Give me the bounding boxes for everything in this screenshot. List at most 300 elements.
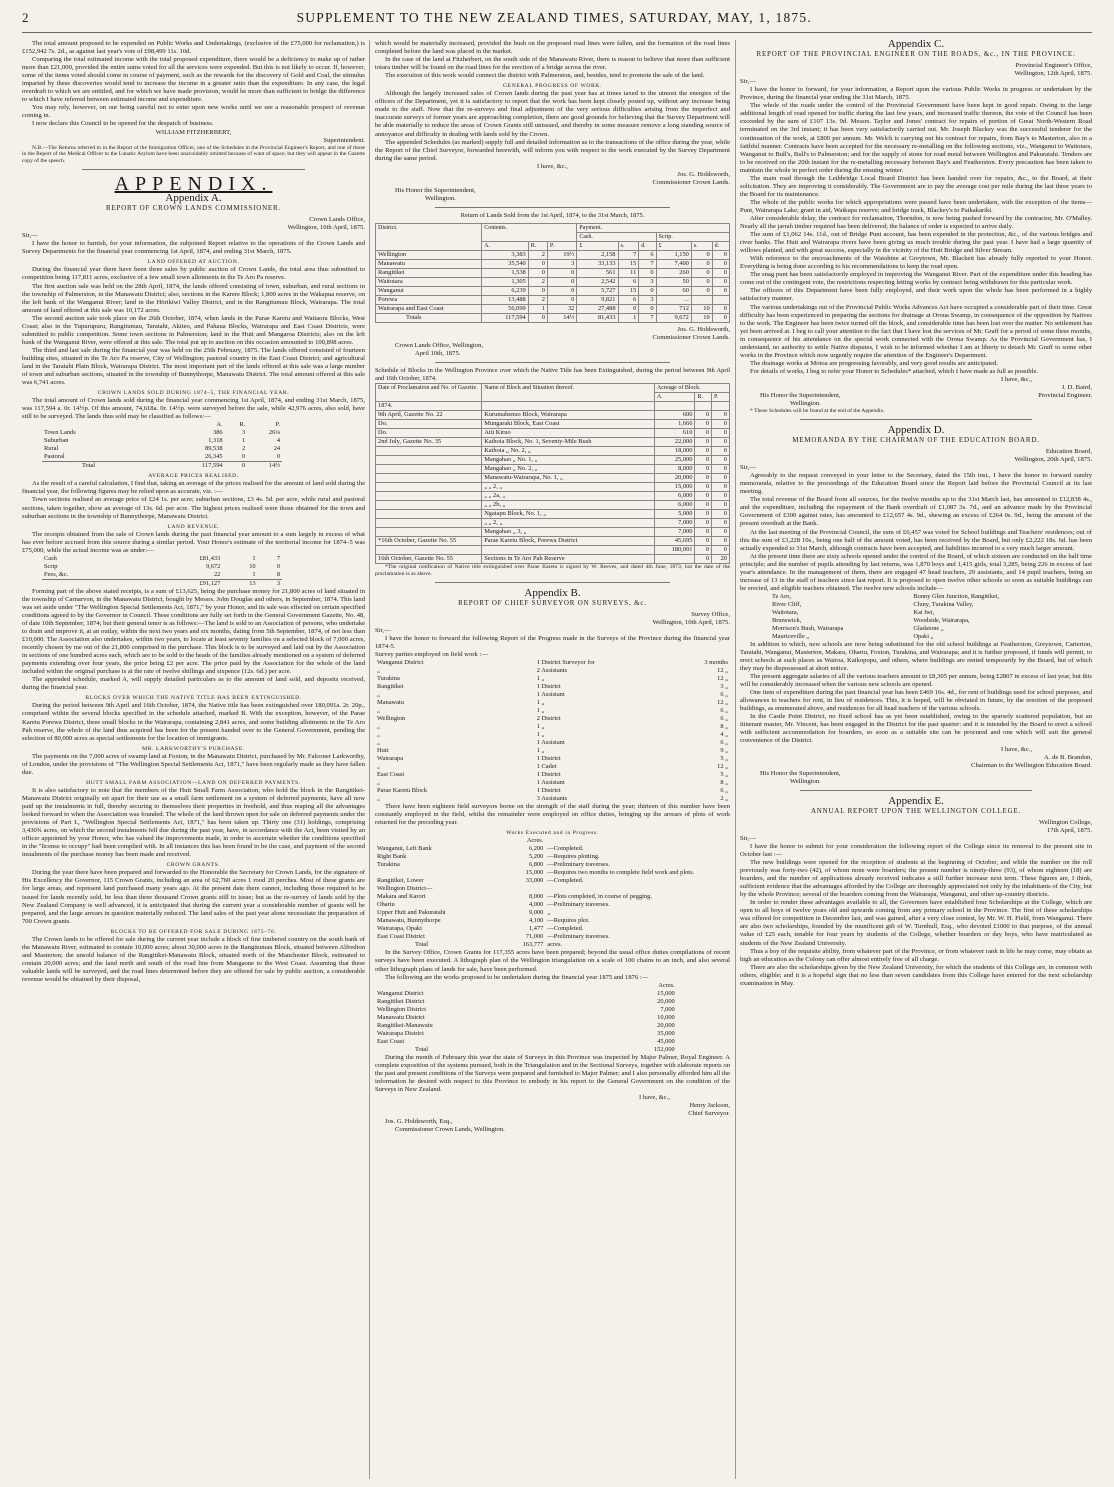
divider bbox=[800, 419, 1032, 420]
signer-title: Chairman to the Wellington Education Board. bbox=[971, 761, 1092, 769]
table-cell: 8 „ bbox=[720, 779, 728, 787]
table-cell: Rangitikei District bbox=[377, 997, 425, 1005]
table-cell: „ bbox=[377, 779, 380, 787]
revenue-table bbox=[42, 555, 282, 588]
table-cell: 1,150 bbox=[656, 250, 691, 259]
table-cell: 0 bbox=[695, 483, 712, 492]
table-cell: 35,540 bbox=[482, 259, 529, 268]
table-cell: 2 Assistants bbox=[536, 667, 568, 675]
table-row: Rural 89,538 2 24 bbox=[44, 445, 281, 453]
paragraph: There have been eighteen field surveyors borne on the strength of the staff during the year; thirteen of this number have been constantly employed in the field, whilst the remainder were employed on office duties, bringing up the arrears of plots of work returned for the preceding year. bbox=[375, 803, 730, 827]
paragraph: The new buildings were opened for the reception of students at the beginning of October, and while the number on the roll previously was forty-two (42), of whom none were boarders; the present number is ninety-three (93), of whom eighteen (18) are boarders, and the number of applications already received indicates a still further increase next term. These figures are, I think, sufficient evidence that the advantages afforded by the College are thoroughly appreciated not only by the inhabitants of the City, but by the whole Province; several of the boarders coming from the Wairarapa, Wanganui, and other up-country districts. bbox=[740, 859, 1092, 899]
table-cell: 1874. bbox=[376, 402, 482, 411]
paragraph: Agreeably to the request conveyed in your letter to the Secretary, dated the 15th inst., I have the honor to forward sundry memoranda, relative to the proceedings of the Education Board since the Report laid before the Provincial Council at its last meeting. bbox=[740, 472, 1092, 496]
section-heading: LAND OFFERED AT AUCTION. bbox=[147, 259, 240, 266]
closing: I have, &c., bbox=[1001, 375, 1032, 383]
table-cell: 6 bbox=[618, 277, 639, 286]
table-cell: 1 District bbox=[536, 755, 561, 763]
table-cell: 3 „ bbox=[720, 683, 728, 691]
table-cell: 0 bbox=[695, 528, 712, 537]
page-number: 2 bbox=[22, 10, 29, 25]
paragraph: Thus a boy of the requisite ability, from whatever part of the Province, or from whatever rank in life he may come, may obtain as high an education as the Colony can offer almost entirely free of all charge. bbox=[740, 947, 1092, 963]
table-cell: Kaihoia Block, No. 1, Seventy-Mile Bush bbox=[482, 438, 655, 447]
table-cell: 1 bbox=[528, 304, 547, 313]
table-cell: „ bbox=[377, 763, 380, 771]
table-cell: 6 bbox=[639, 250, 656, 259]
paragraph: The present aggregate salaries of all the various teachers amount to £8,305 per annum, being £2807 in excess of last year, but this will be considerably increased when the various new schools are opened. bbox=[740, 673, 1092, 689]
table-cell: —Preliminary traverses. bbox=[547, 861, 610, 869]
table-cell: 0 bbox=[639, 304, 656, 313]
table-cell: Turakina bbox=[377, 675, 400, 683]
table-cell: Right Bank bbox=[377, 853, 407, 861]
table-cell: 0 bbox=[695, 429, 712, 438]
table-cell: 152,000 bbox=[653, 1045, 675, 1053]
table-cell: 6,800 bbox=[528, 861, 544, 869]
table-cell: Rangitikei, Lower bbox=[377, 877, 424, 885]
schedule-note: *The original notification of Native title extinguished over Parae Karetu is signed by W. Reeves, and dated 4th June, 1873; but the date of the proclamation is as above. bbox=[375, 564, 730, 578]
section-heading: HUTT SMALL FARM ASSOCIATION—LAND ON DEFERRED PAYMENTS. bbox=[86, 779, 301, 786]
table-row bbox=[375, 787, 730, 795]
table-row bbox=[375, 715, 730, 723]
office-date: Wellington, 20th April, 1875. bbox=[1014, 456, 1092, 464]
table-cell bbox=[375, 869, 496, 877]
table-cell: „ „ 2, „ bbox=[482, 483, 655, 492]
section-heading: Works Executed and in Progress. bbox=[506, 830, 599, 837]
closing: I have, &c., bbox=[537, 162, 568, 170]
column-1 bbox=[22, 40, 365, 1479]
table-row bbox=[375, 683, 730, 691]
table-cell: 0 bbox=[712, 313, 729, 322]
paragraph: You may rely, however, on our being careful not to enter upon new works until we see a reasonable prospect of revenue coming in. bbox=[22, 104, 365, 120]
returns-office: Crown Lands Office, Wellington, bbox=[395, 342, 484, 350]
table-row bbox=[375, 747, 730, 755]
table-cell: 45,000 bbox=[657, 1037, 675, 1045]
table-cell: 0 bbox=[712, 501, 730, 510]
table-cell: 0 bbox=[691, 286, 712, 295]
table-cell: 6 „ bbox=[720, 715, 728, 723]
table-cell: ... bbox=[656, 295, 691, 304]
paragraph: which would be materially increased, provided the bush on the proposed road lines were fallen, and the formation of the road lines completed before the land was placed in the market. bbox=[375, 40, 730, 56]
table-row bbox=[375, 771, 730, 779]
office-date: Wellington, 10th April, 1875. bbox=[652, 619, 730, 626]
table-cell: Total bbox=[415, 941, 429, 949]
table-cell: Manawatu, Bunnythorpe bbox=[377, 917, 441, 925]
table-cell: 0 bbox=[695, 546, 712, 555]
paragraph: The snag punt has been satisfactorily employed in improving the Wanganui River. Part of the expenditure under this heading has come out of the contingent vote, the restrictions respecting letting works by contract being withdrawn for this particular work. bbox=[740, 271, 1092, 287]
table-cell: 0 bbox=[712, 411, 730, 420]
paragraph: The whole of the public works for which appropriations were passed have been undertaken, with the exception of the items—Punt, Wairarapa Lake; grant in aid, Waikupa reserve; and bridge track, Blackey's to Paikakariki. bbox=[740, 198, 1092, 214]
table-cell: 1,666 bbox=[654, 420, 695, 429]
table-row bbox=[376, 483, 730, 492]
table-cell: 5,200 bbox=[528, 853, 544, 861]
table-cell: 2 bbox=[528, 295, 547, 304]
paragraph: Forming part of the above stated receipts, is a sum of £13,625, being the purchase money for 21,800 acres of land situated in the township of Carnarvon, in the Manawatu District, bought by Messrs. John Douglas and others, in September, 1874. This land was set aside under "The Wellington Special Settlements Act, 1871," by your Honor, and its sale was effected on certain specified conditions agreed to by the Governor in Council. These conditions are fully set forth in the General Government Gazette, No. 48, of date 10th September, 1874; but their general tenor is as follows:—The land is sold to an Association of persons, who undertake to drain and improve it, at an outlay, within the next two years and six months, dating from 5th September, 1874, of not less than £10,000. The Association also undertakes, within two years, to locate at least seventy families on a selected block of 7,000 acres, recently chosen by me out of the 21,800 comprised in the purchase. This block is to be surveyed and laid out by the Association in sections of one hundred acres each, which are to be sold to the heads of the families already mentioned on a system of deferred payments extending over four years, the price being £2 per acre. The price paid by the Association for the whole of the land included within the original purchase is at the rate of twelve shillings and sixpence (12s. 6d.) per acre. bbox=[22, 587, 365, 676]
table-cell: Te Aro, bbox=[772, 592, 792, 600]
table-cell: Waitotara bbox=[376, 277, 482, 286]
table-cell: 12 „ bbox=[717, 675, 728, 683]
table-cell: 6 bbox=[618, 295, 639, 304]
table-cell: Cluny, Turakina Valley, bbox=[913, 600, 974, 608]
table-cell: 561 bbox=[577, 268, 618, 277]
table-cell: 0 bbox=[712, 286, 729, 295]
table-cell: Do. bbox=[376, 420, 482, 429]
table-cell: 3 Assistants bbox=[536, 795, 568, 803]
addressee: His Honor the Superintendent, bbox=[760, 769, 841, 777]
table-row bbox=[376, 250, 730, 259]
table-cell: Parae Karetu Block bbox=[377, 787, 428, 795]
table-cell: 9,821 bbox=[577, 295, 618, 304]
paragraph: The whole of the roads under the control of the Provincial Government have been kept in good repair. Owing to the large additional length of road opened for traffic during the last few years, and increased traffic thereon, the vote of the Council has been exceeded by the sum of £107 13s. 9d. Messrs. Taylor and Jones' contract for repairs of portion of Great North-Western Road terminated on the 3rd instant; it has been very satisfactorily carried out. Mr. Joseph Blackey was the successful tenderer for the continuation of the work, at £800 per annum. Mr. Welch is carrying out his contract for repairs, from Bay's to Masterton, also in a faithful manner. Contracts have been accepted for the necessary re-metalling on the following sections, viz., Wanganui to Waitotara, Wanganui to Bull's, Bull's to Palmerston; and for the supply of stone for road metal between Wellington and Pakuratahi. Tenders are to be received on the 20th instant for the re-metalling necessary between Bay's and Featherston. Every precaution has been taken to maintain the whole in perfect order during the ensuing winter. bbox=[740, 102, 1092, 174]
paragraph: The sum of £1,062 14s. 11d., out of Bridge Punt account, has been expended in the protection, &c., of the various bridges and river banks. The Hutt and Wairarapa rivers have been giving us much trouble during the past year. I have had a large quantity of willows planted, and with great success, especially in the vicinity of the Hutt Bridge and Silver Stream. bbox=[740, 231, 1092, 255]
table-row bbox=[375, 861, 730, 869]
table-cell bbox=[712, 402, 730, 411]
table-cell: 12 „ bbox=[717, 699, 728, 707]
divider bbox=[435, 582, 670, 583]
table-cell: 20,000 bbox=[654, 474, 695, 483]
table-cell: 15 bbox=[618, 286, 639, 295]
table-cell bbox=[712, 295, 729, 304]
returns-table: District. Contents. Payment. Cash. Scrip. A. R. P. £ s. d. £ s. d. Wellington 3,383 2 19½ 2,158 7 6 1,150 0 0 Manawatu 35,540 0 3 33,133 15 7 7,400 0 0 Rangitikei 1,538 0 0 561 11 0 260 0 0 Waitotara 1,305 2 0 2,542 6 3 50 0 0 Wanganui 6,239 0 0 5,727 15 0 60 0 0 Porewa 13,488 2 0 9,821 6 3 ... Wairarapa and East Coast 56,099 1 32 27,488 0 0 712 10 0 Totals 117,594 0 14½ 81,433 1 7 9,672 10 0 bbox=[375, 223, 730, 323]
paragraph: The third and last sale during the financial year was held on the 25th February, 1875. The lands offered consisted of fourteen building sites, situated in the Te Aro Pa reserve, City of Wellington; pastoral country in the East Coast District; and agricultural land in the Taratahi Plain Block, Wairarapa District. The most important part of the lands offered at this sale was a large number of town and suburban sections, situated in the township of Bunnythorpe, Manawatu District. The total amount offered at this sale was 6,741 acres. bbox=[22, 346, 365, 387]
table-cell: 15,000 bbox=[654, 483, 695, 492]
table-cell: 0 bbox=[695, 555, 712, 564]
table-row bbox=[376, 429, 730, 438]
signer-title: Chief Surveyor. bbox=[688, 1109, 730, 1117]
table-cell: 8 „ bbox=[720, 723, 728, 731]
table-cell: 1 „ bbox=[536, 675, 545, 683]
appendix-a-title: Appendix A. bbox=[165, 192, 222, 205]
table-cell: Aiti Kiruo bbox=[482, 429, 655, 438]
table-cell: 81,433 bbox=[577, 313, 618, 322]
table-cell: Manawatu District bbox=[377, 1013, 425, 1021]
table-cell: 0 bbox=[695, 465, 712, 474]
table-cell: 0 bbox=[712, 546, 730, 555]
table-cell bbox=[376, 546, 482, 555]
table-cell: 2,158 bbox=[577, 250, 618, 259]
table-cell bbox=[376, 465, 482, 474]
table-row bbox=[375, 675, 730, 683]
table-cell bbox=[376, 447, 482, 456]
table-cell: 0 bbox=[691, 268, 712, 277]
paragraph: The Crown lands to be offered for sale during the current year include a block of fine timbered country on the south bank of the Manawatu River, estimated to contain 10,000 acres; about 30,000 acres in the Rangitumau Block, situated between Alfredton and Masterton; the unsold balance of the Rangitikei-Manawatu Block, situated north of the Manchester Block, estimated to contain 20,000 acres; and the land north and south of the road line from Mangaone to the West Coast. Assuming that these valuable lands will be surveyed, and the road lines determined before they are offered for sale by public auction, a considerable revenue would be obtained by their disposal, bbox=[22, 935, 365, 983]
table-cell: 0 bbox=[618, 304, 639, 313]
table-cell: 6,200 bbox=[528, 845, 544, 853]
paragraph: The receipts obtained from the sale of Crown lands during the past financial year amount to a sum largely in excess of what has ever before accrued from this source during a similar period. Your Honor's estimate of the territorial income for 1874–5 was £75,000, while the actual income was as under:— bbox=[22, 530, 365, 554]
table-row bbox=[376, 456, 730, 465]
paragraph: The following are the works proposed to be undertaken during the financial year 1875 and 1876 :— bbox=[385, 973, 649, 981]
section-heading: GENERAL PROGRESS OF WORK. bbox=[503, 83, 602, 90]
paragraph: I have the honor to forward the following Report of the Progress made in the Surveys of the Province during the financial year 1874-5. bbox=[375, 635, 730, 651]
table-cell: 50 bbox=[656, 277, 691, 286]
paragraph: At the last meeting of the Provincial Council, the sum of £6,457 was voted for School buildings and Teachers' residences; out of this the sum of £3,228 10s., being one half of the amount voted, has been received by the Board, but only £2,222 18s. 6d. has been actually expended to 31st March, although contracts have been accepted, and liabilities incurred to a very much larger amount. bbox=[740, 528, 1092, 552]
table-row bbox=[375, 869, 730, 877]
table-cell: 10,000 bbox=[657, 1013, 675, 1021]
table-cell: 19½ bbox=[547, 250, 576, 259]
table-cell: 6 „ bbox=[720, 707, 728, 715]
table-cell: 9th April, Gazette No. 22 bbox=[376, 411, 482, 420]
closing: I have, &c., bbox=[1001, 745, 1032, 753]
table-cell: Wellington bbox=[376, 250, 482, 259]
table-row bbox=[376, 528, 730, 537]
table-row bbox=[376, 295, 730, 304]
signer: WILLIAM FITZHERBERT, bbox=[155, 128, 232, 136]
table-cell: 0 bbox=[712, 537, 730, 546]
table-cell: Manawatu-Wairarapa, No. 1, „ bbox=[482, 474, 655, 483]
table-cell: Wairarapa and East Coast bbox=[376, 304, 482, 313]
table-row bbox=[375, 933, 730, 941]
addressee-place: Wellington. bbox=[425, 194, 456, 202]
appendix-b-subtitle: REPORT OF CHIEF SURVEYOR ON SURVEYS, &c. bbox=[458, 598, 647, 607]
table-row bbox=[375, 1006, 677, 1014]
table-row bbox=[375, 659, 730, 667]
table-cell: Makara and Karori bbox=[377, 893, 426, 901]
table-row bbox=[376, 259, 730, 268]
table-row bbox=[375, 1030, 677, 1038]
table-cell: 1,477 bbox=[528, 925, 544, 933]
table-cell: 1 District bbox=[536, 787, 561, 795]
table-cell: 1 Assistant bbox=[536, 779, 565, 787]
table-total-row bbox=[375, 941, 730, 949]
table-cell: 0 bbox=[712, 483, 730, 492]
table-cell: 117,594 bbox=[482, 313, 529, 322]
table-cell: 1,538 bbox=[482, 268, 529, 277]
nb-note: N.B.—The Returns referred to in the Report of the Immigration Officer, one of the Schedules in the Provincial Engineer's Report, and one of those in the Report of the Medical Officer to the Lunatic Asylum have been unavoidably omitted because of want of space, but they will appear in the Gazette copy of the speech. bbox=[22, 144, 365, 165]
table-cell: 8,000 bbox=[528, 893, 544, 901]
table-cell: Kaihoia „ No. 2, „ bbox=[482, 447, 655, 456]
paragraph: I have the honor to submit for your consideration the following report of the College since its removal to the present site in October last :— bbox=[740, 842, 1092, 859]
table-cell: East Coast District bbox=[377, 933, 425, 941]
table-cell: 0 bbox=[528, 259, 547, 268]
paragraph: As the result of a careful calculation, I find that, taking an average of the prices realised for the amount of land sold during the financial year, the following figures may be relied upon as accurate, viz. :— bbox=[22, 480, 365, 496]
table-cell: 0 bbox=[712, 277, 729, 286]
table-cell: 2 „ bbox=[720, 795, 728, 803]
table-cell bbox=[654, 402, 695, 411]
table-row bbox=[375, 885, 730, 893]
table-cell: 0 bbox=[712, 528, 730, 537]
signer: J. D. Baird, bbox=[1061, 383, 1092, 391]
table-cell: Wellington District bbox=[377, 1005, 427, 1013]
appendix-b-title: Appendix B. bbox=[524, 586, 581, 599]
addressee: His Honor the Superintendent, bbox=[395, 186, 476, 194]
table-cell: Ngatapu Block, No. 1, „ bbox=[482, 510, 655, 519]
paragraph: The various undertakings out of the Provincial Public Works Advances Act have occupied a considerable part of their time. Great difficulty has been experienced in preparing the sections for drainage at Oroua Swamp, in consequence of the opposition by Natives to the work. The Engineer has been twice turned off the block, and considerable time has been lost over the matter. No settlement has yet been arrived at. I beg to call your attention to the fact that I have lost the services of Mr. Graff for a period of some three months, in consequence of his attendance on the special work connected with the Oroua Swamp. As the Provincial Government has, I understand, no authority to settle Native disputes, I wish to be informed whether I am at liberty to detach Mr. Graff to some other works in the Province which now urgently require the attention of the Engineer's Department. bbox=[740, 303, 1092, 359]
table-cell: Wanganui bbox=[376, 286, 482, 295]
table-cell: Ohariu bbox=[377, 901, 395, 909]
table-cell: 20,000 bbox=[657, 997, 675, 1005]
list-item bbox=[770, 633, 1080, 641]
table-cell: Porewa bbox=[376, 295, 482, 304]
table-cell: Sections in Te Aro Pah Reserve bbox=[482, 555, 655, 564]
proposed-works-table: Acres. Wanganui District 15,000 Rangitikei District 20,000 Wellington District 7,000 Manawatu District 10,000 Rangitikei-Manawatu 20,000 Wairarapa District 35,000 East Coast 45,000 Total 152,000 bbox=[377, 981, 675, 1053]
table-cell: Do. bbox=[376, 429, 482, 438]
paragraph: At the present time there are sixty schools opened under the control of the Board, of which sixteen are conducted on the half time principle; and the number of pupils attending by last returns, was 1,870 boys and 1,415 girls, total 3,285, being 226 in excess of last year's attendance. In the management of them, there are engaged 47 head teachers, 29 assistants, and 14 pupil teachers, being an increase of 13 in the staff of teachers since last report. It is proposed to open twelve other schools so soon as suitable buildings can be erected, and eligible teachers obtained. The twelve new schools include— bbox=[740, 552, 1092, 592]
table-cell: Totals bbox=[376, 313, 482, 322]
table-row bbox=[376, 492, 730, 501]
table-cell: 16th October, Gazette No. 55 bbox=[376, 555, 482, 564]
table-cell: 7 bbox=[639, 259, 656, 268]
table-cell: 2 bbox=[528, 277, 547, 286]
list-item bbox=[770, 601, 1080, 609]
schedule-table: Date of Proclamation and No. of Gazette. Name of Block and Situation thereof. Acreage of Block. A. R. P. 1874. 9th April, Gazette No. 22 Kurumahenuo Block, Wairarapa 600 0 0 Do. Mungaraki Block, East Coast 1,666 0 0 Do. Aiti Kiruo 610 0 0 2nd July, Gazette No. 35 Kaihoia Block, No. 1, Seventy-Mile Bush 22,000 0 0 Kaihoia „ No. 2, „ 18,000 0 0 Mangahao „ No. 1, „ 25,000 0 0 Mangahao „ No. 2, „ 8,000 0 0 Manawatu-Wairarapa, No. 1, „ 20,000 0 0 „ „ 2, „ 15,000 0 0 „ „ 2a, „ 6,000 0 0 „ „ 2b, „ 6,000 0 0 Ngatapu Block, No. 1, „ 5,000 0 0 „ „ 2, „ 7,000 0 0 Mangahao „ 3, „ 7,000 0 0 *16th October, Gazette No. 55 Parae Karetu Block, Porewa District 45,695 0 0 180,091 0 0 16th October, Gazette No. 55 Sections in Te Aro Pah Reserve 0 20 bbox=[375, 383, 730, 564]
appendix-e-body bbox=[740, 843, 1092, 988]
office-date: Wellington, 10th April, 1875. bbox=[287, 224, 365, 232]
table-cell: Mungaraki Block, East Coast bbox=[482, 420, 655, 429]
paragraph: In addition to which, new schools are now being substituted for the old school buildings at Featherston, Greytown, Carterton, Taratahi, Wanganui, Masterton, Makara, Ohariu, Foxton, Turakina, and Wairarapa; and it is further proposed, if funds will permit, to erect schools at such places as Wairoa, Kaikopopu, and others, where buildings are rented temporarily by the Board, but of which they may be dispossessed at short notice. bbox=[740, 640, 1092, 673]
table-cell: Wanganui, Left Bank bbox=[377, 845, 432, 853]
table-cell: 45,695 bbox=[654, 537, 695, 546]
signer-title: Superintendent. bbox=[323, 136, 365, 144]
column-2 bbox=[375, 40, 730, 1479]
table-cell: 0 bbox=[695, 456, 712, 465]
office: Crown Lands Office, bbox=[309, 216, 365, 224]
table-cell bbox=[691, 295, 712, 304]
table-cell: 6 „ bbox=[720, 691, 728, 699]
table-cell: 5 „ bbox=[720, 771, 728, 779]
table-row bbox=[375, 739, 730, 747]
divider bbox=[435, 362, 670, 363]
salutation: Sir,— bbox=[740, 78, 756, 86]
table-cell bbox=[654, 555, 695, 564]
table-total-row: Total 117,594 0 14½ bbox=[42, 462, 282, 471]
table-cell: East Coast bbox=[377, 771, 405, 779]
salutation: Sir,— bbox=[375, 627, 391, 635]
table-cell: 7,000 bbox=[654, 519, 695, 528]
table-row bbox=[376, 465, 730, 474]
table-cell: 1 Assistant bbox=[536, 691, 565, 699]
table-row bbox=[376, 304, 730, 313]
table-cell: „ bbox=[377, 731, 380, 739]
paragraph: In the Survey Office, Crown Grants for 117,355 acres have been prepared; beyond the usual office duties compilations of recent surveys have been executed. A lithograph plan of the Wellington triangulation on a scale of 100 chains to an inch, and also several other lithograph plans of lands for sale, have been performed. bbox=[375, 949, 730, 973]
table-cell: —Requires plotting. bbox=[547, 853, 600, 861]
table-cell: 0 bbox=[695, 492, 712, 501]
signer-title: Provincial Engineer. bbox=[1038, 392, 1092, 400]
list-item bbox=[770, 625, 1080, 633]
addressee-place: Wellington. bbox=[790, 777, 821, 785]
appendix-c-body bbox=[740, 86, 1092, 376]
table-row bbox=[376, 411, 730, 420]
table-cell: 0 bbox=[712, 447, 730, 456]
table-row: Town Lands 386 3 26¼ bbox=[44, 429, 281, 437]
table-cell: 1 „ bbox=[536, 707, 545, 715]
table-cell: River Cliff, bbox=[772, 600, 802, 608]
table-cell: 10 bbox=[691, 304, 712, 313]
table-cell: Rangitikei-Manawatu bbox=[377, 1021, 433, 1029]
table-cell: 6,239 bbox=[482, 286, 529, 295]
table-cell: 5 „ bbox=[720, 755, 728, 763]
table-cell: 32 bbox=[547, 304, 576, 313]
table-cell: —Completed. bbox=[547, 877, 584, 885]
table-cell: 0 bbox=[712, 519, 730, 528]
table-cell: Waitotara, bbox=[772, 608, 799, 616]
table-row bbox=[375, 990, 677, 998]
table-cell: 4,100 bbox=[528, 917, 544, 925]
table-cell: 20,000 bbox=[657, 1021, 675, 1029]
table-cell: Manawatu bbox=[377, 699, 404, 707]
table-cell: 0 bbox=[712, 268, 729, 277]
addressee: Jos. G. Holdsworth, Esq., bbox=[385, 1117, 453, 1125]
list-item bbox=[770, 609, 1080, 617]
table-cell: 1 „ bbox=[536, 723, 545, 731]
table-row bbox=[375, 1038, 677, 1046]
table-cell: Wairarapa, Opaki bbox=[377, 925, 422, 933]
salutation: Sir,— bbox=[740, 464, 756, 472]
table-cell: Mauriceville „ bbox=[772, 632, 810, 640]
paragraph: In the Castle Point District, no fixed school has as yet been established, owing to the sparsely scattered population, but an itinerant master, Mr. Vincent, has been engaged in the District for the past quarter: and it is intended by the Board to erect a school with sufficient accommodation for boarders, so soon as a suitable site can be procured and one which will suit the general convenience of the District. bbox=[740, 713, 1092, 745]
masthead bbox=[22, 10, 1092, 33]
table-total-row bbox=[376, 546, 730, 555]
paragraph: Survey parties employed on field work :— bbox=[375, 651, 488, 659]
paragraph: Although the largely increased sales of Crown lands during the past year has at times taxed to the utmost the energies of the officers of the Department, yet it is satisfactory to report that the work has been kept closely posted up, without any increase being made to the staff. Now that the re-surveys and final adjustment of the very serious difficulties arising from the imperfect and inaccurate surveys of former years are approaching completion, there are good grounds for believing that the Survey Department will be able materially to reduce the areas of Crown Grants still unissued, and thereby in some measure remove a long standing source of annoyance and difficulty in dealing with lands sold by the Crown. bbox=[375, 90, 730, 138]
table-row bbox=[375, 1014, 677, 1022]
table-cell: 6 „ bbox=[720, 739, 728, 747]
paragraph: It is also satisfactory to note that the members of the Hutt Small Farm Association, who hold the block in the Rangitikei-Manawatu District originally set apart for their use as a small farm settlement on a system of deferred payments, have all now paid up the instalments in full, thereby securing to themselves their properties in freehold, and thus reaping all the advantages looked forward to when the Association was founded. The whole of the land thrown open for sale on deferred payments under the provisions of Part I., "Wellington Special Settlements Act, 1871," has been taken up. Thirty one (31) holdings, comprising 3,430¾ acres, on which the second instalments fell due during the past year, have, in accordance with the Act, been visited by an officer appointed by your Honor, who has valued the improvements made, in order to ascertain whether the conditions specified in the "license to occupy" had been complied with. In all instances this has been found to be the case, and payment of the second instalments of the purchase money has been made and received. bbox=[22, 786, 365, 859]
table-cell: 14½ bbox=[547, 313, 576, 322]
appendix-e-title: Appendix E. bbox=[888, 794, 944, 807]
table-cell: Wairarapa District bbox=[377, 1029, 424, 1037]
table-cell: —Requires plot. bbox=[547, 917, 590, 925]
table-cell: 1 „ bbox=[536, 747, 545, 755]
table-cell: Rangitikei bbox=[377, 683, 404, 691]
paragraph: After considerable delay, the contract for reclamation, Thorndon, is now being pushed forward by the contractor, Mr. O'Malley. Nearly all the jarrah timber required has been delivered; the balance of order is expected to arrive daily. bbox=[740, 214, 1092, 231]
table-row bbox=[375, 667, 730, 675]
table-cell: „ bbox=[377, 795, 380, 803]
returns-date: April 10th, 1875. bbox=[415, 350, 461, 358]
paragraph: The execution of this work would connect the district with Palmerston, and, besides, tend to promote the sale of the land. bbox=[385, 72, 705, 80]
table-row bbox=[375, 699, 730, 707]
table-cell: 1 Cadet bbox=[536, 763, 557, 771]
list-item bbox=[770, 593, 1080, 601]
signer-title: Commissioner Crown Lands. bbox=[652, 178, 730, 186]
paragraph: With reference to the encroachments of the Waiohine at Greytown, Mr. Blackett has already fully reported to your Honor. Everything is being done according to his recommendations to keep the road open. bbox=[740, 255, 1092, 271]
table-row bbox=[376, 277, 730, 286]
table-cell: Wanganui District bbox=[377, 659, 424, 667]
table-cell bbox=[376, 528, 482, 537]
table-cell: 6 „ bbox=[720, 787, 728, 795]
table-row bbox=[376, 510, 730, 519]
paragraph: Town sections realised an average price of £24 1s. per acre; suburban sections, £3 4s. 5d. per acre, while rural and pastoral sections, taken together, show an average of 13s. 6d. per acre. The highest prices realised were those obtained for the town and suburban sections in the township of Bunnythorpe, Manawatu District. bbox=[22, 496, 365, 520]
paragraph: For details of works, I beg to refer your Honor to Schedules* attached, which I have made as full as possible. bbox=[750, 367, 1039, 375]
table-cell bbox=[376, 510, 482, 519]
table-cell: „ bbox=[377, 739, 380, 747]
table-cell: 0 bbox=[691, 277, 712, 286]
closing: I have, &c., bbox=[639, 1093, 670, 1101]
signer: Henry Jackson, bbox=[689, 1101, 730, 1109]
appendix-d-subtitle: MEMORANDA BY THE CHAIRMAN OF THE EDUCATION BOARD. bbox=[792, 436, 1040, 444]
table-cell: 0 bbox=[547, 268, 576, 277]
table-cell bbox=[376, 519, 482, 528]
table-row bbox=[375, 917, 730, 925]
table-cell: Morrison's Bush, Wairarapa bbox=[772, 624, 844, 632]
table-cell: 0 bbox=[691, 259, 712, 268]
addressee-place: Commissioner Crown Lands, Wellington. bbox=[395, 1126, 505, 1134]
table-cell: 11 bbox=[618, 268, 639, 277]
table-row bbox=[375, 763, 730, 771]
table-cell: „ „ 2, „ bbox=[482, 519, 655, 528]
table-cell: —Requires two months to complete field work and plots. bbox=[547, 869, 695, 877]
table-cell: 260 bbox=[656, 268, 691, 277]
table-cell: 1 „ bbox=[536, 699, 545, 707]
table-row bbox=[376, 519, 730, 528]
section-heading: LAND REVENUE. bbox=[167, 523, 220, 530]
table-cell: 8,000 bbox=[654, 465, 695, 474]
table-cell: Hutt bbox=[377, 747, 389, 755]
schedule-title: Schedule of Blocks in the Wellington Province over which the Native Title has been Extinguished, during the period between 9th April and 16th October, 1874. bbox=[375, 367, 730, 383]
table-cell bbox=[376, 474, 482, 483]
table-cell bbox=[695, 402, 712, 411]
table-cell: 60 bbox=[656, 286, 691, 295]
table-cell: 27,488 bbox=[577, 304, 618, 313]
table-row bbox=[376, 474, 730, 483]
